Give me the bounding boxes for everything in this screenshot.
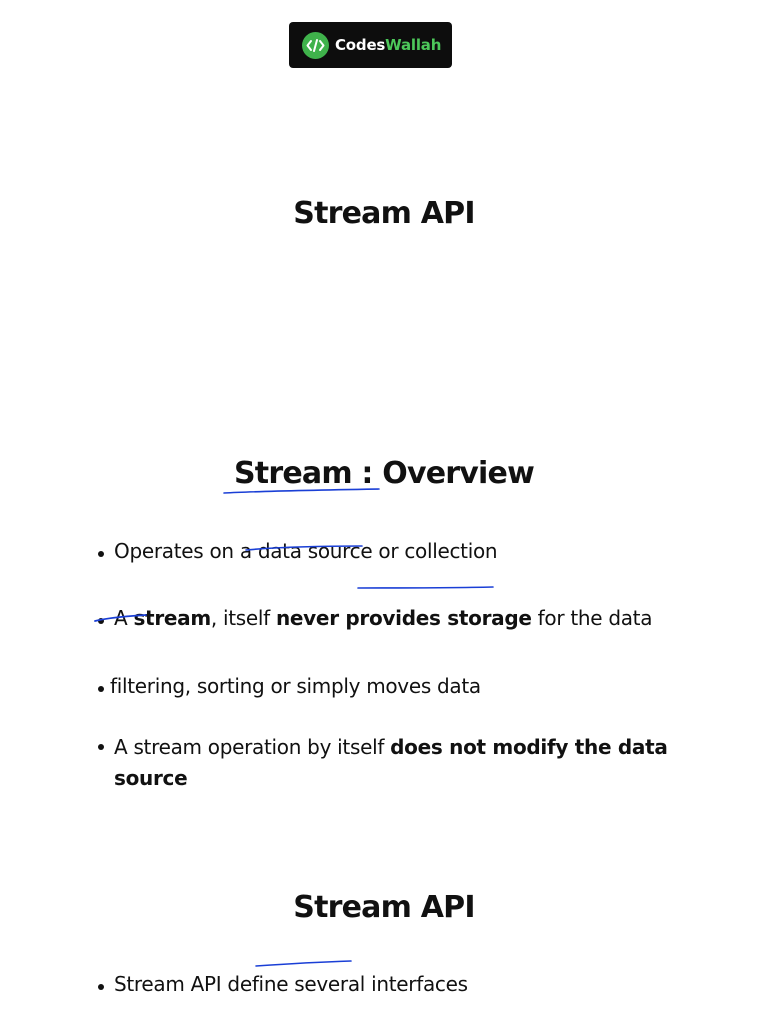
overview-bullet-2 bbox=[114, 606, 652, 630]
overview-bullet-1 bbox=[114, 539, 497, 563]
logo-text-wallah: Wallah bbox=[385, 36, 442, 54]
bullet-bold-line1: does not modify the data bbox=[390, 735, 668, 759]
bullet-bold-stream: stream bbox=[133, 606, 211, 630]
bullet-text-post: for the data bbox=[531, 606, 653, 630]
bullet-dot bbox=[98, 686, 104, 692]
overview-bullet-4 bbox=[114, 732, 668, 794]
underline-collection bbox=[358, 587, 493, 588]
bullet-text: Stream API define several interfaces bbox=[114, 972, 468, 996]
bullet-text: Operates on a data source or collection bbox=[114, 539, 498, 563]
bullet-dot bbox=[98, 618, 104, 624]
api-bullet-1 bbox=[114, 972, 468, 996]
slide-title-stream-api-2: Stream API bbox=[293, 890, 475, 925]
underline-stream-api bbox=[256, 961, 351, 966]
bullet-text-mid: , itself bbox=[210, 606, 276, 630]
bullet-bold-line2: source bbox=[114, 766, 188, 790]
bullet-text-pre: A stream operation by itself bbox=[114, 735, 391, 759]
overview-bullet-3 bbox=[110, 674, 481, 698]
bullet-dot bbox=[98, 744, 104, 750]
codeswallah-logo bbox=[289, 22, 452, 68]
slide-title-stream-api: Stream API bbox=[293, 196, 475, 231]
bullet-bold-storage: never provides storage bbox=[275, 606, 532, 630]
code-brackets-icon bbox=[302, 32, 329, 59]
bullet-text: filtering, sorting or simply moves data bbox=[110, 674, 481, 698]
logo-wordmark bbox=[335, 36, 441, 54]
bullet-text-pre: A bbox=[114, 606, 134, 630]
bullet-dot bbox=[98, 551, 104, 557]
bullet-dot bbox=[98, 984, 104, 990]
slide-title-stream-overview: Stream : Overview bbox=[234, 456, 534, 491]
logo-text-codes: Codes bbox=[335, 36, 386, 54]
